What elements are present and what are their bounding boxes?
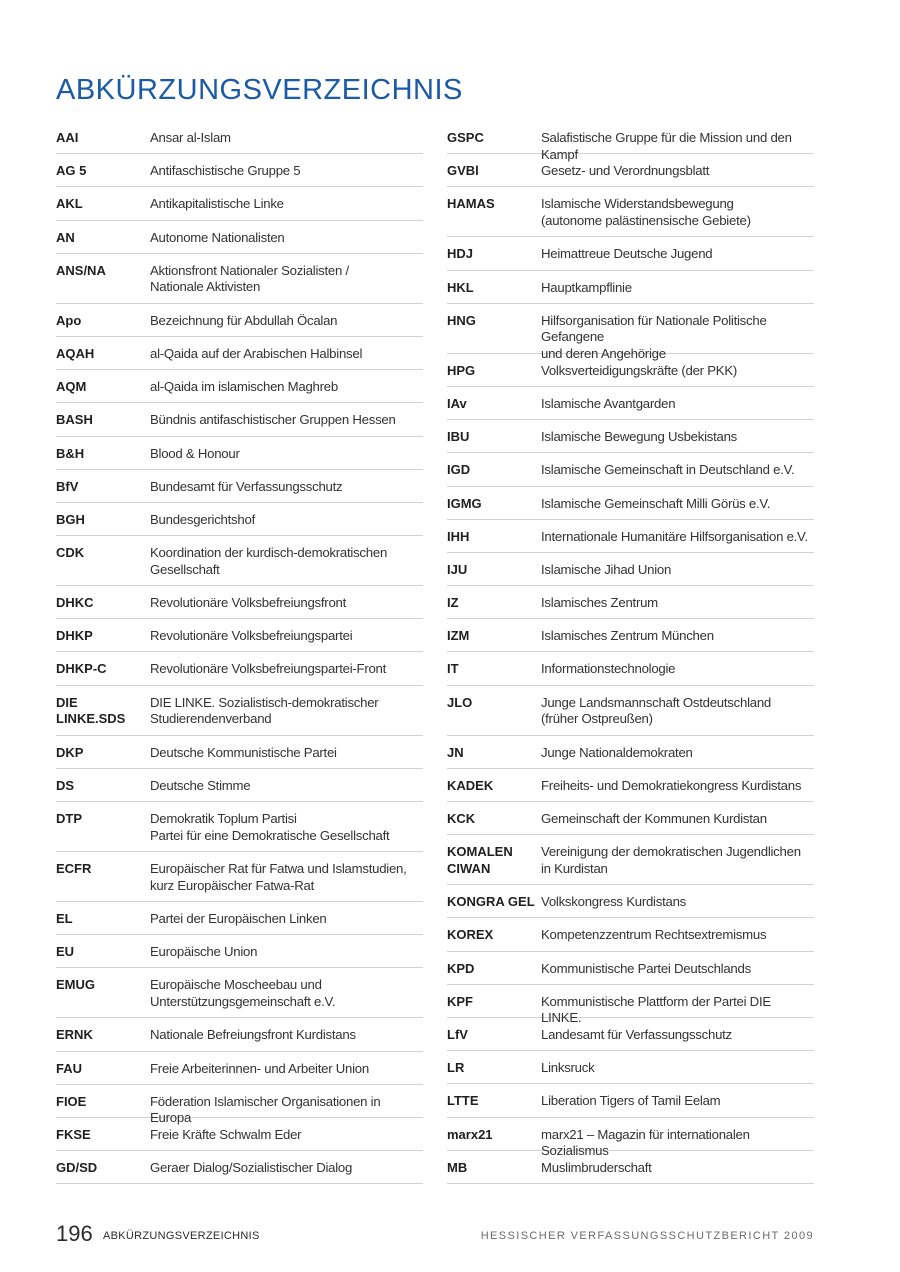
abbreviation: HAMAS xyxy=(447,196,495,212)
abbreviation-meaning: al-Qaida auf der Arabischen Halbinsel xyxy=(150,345,363,361)
abbreviation: EU xyxy=(56,944,75,960)
page-footer xyxy=(56,1221,814,1251)
abbreviation: AQM xyxy=(56,379,87,395)
list-item xyxy=(447,420,814,453)
list-item xyxy=(56,852,423,902)
list-item xyxy=(56,470,423,503)
list-item xyxy=(447,985,814,1026)
abbreviation-meaning: Linksruck xyxy=(541,1060,595,1076)
list-item xyxy=(447,387,814,420)
abbreviation-meaning: al-Qaida im islamischen Maghreb xyxy=(150,379,338,395)
abbreviation-meaning: Junge Landsmannschaft Ostdeutschland (früher Ostpreußen) xyxy=(541,694,771,727)
abbreviation-meaning: Islamische Bewegung Usbekistans xyxy=(541,429,738,445)
abbreviation-meaning: Hauptkampflinie xyxy=(541,279,632,295)
abbreviation-list-left xyxy=(56,121,423,1184)
abbreviation: KPD xyxy=(447,960,475,976)
page-title: ABKÜRZUNGSVERZEICHNIS xyxy=(56,74,463,106)
abbreviation-meaning: Revolutionäre Volksbefreiungsfront xyxy=(150,595,347,611)
abbreviation-meaning: Kompetenzzentrum Rechtsextremismus xyxy=(541,927,767,943)
abbreviation: ERNK xyxy=(56,1027,93,1043)
abbreviation-meaning: Volkskongress Kurdistans xyxy=(541,894,686,910)
list-item xyxy=(447,736,814,769)
list-item xyxy=(56,1052,423,1085)
page-number: 196 xyxy=(56,1221,93,1246)
abbreviation-meaning: Heimattreue Deutsche Jugend xyxy=(541,246,713,262)
abbreviation: CDK xyxy=(56,545,85,561)
abbreviation-meaning: Föderation Islamischer Organisationen in Europa xyxy=(150,1093,381,1126)
abbreviation-meaning: Gemeinschaft der Kommunen Kurdistan xyxy=(541,811,767,826)
abbreviation: HNG xyxy=(447,312,476,328)
abbreviation-meaning: Geraer Dialog/Sozialistischer Dialog xyxy=(150,1160,353,1176)
list-item xyxy=(447,885,814,918)
abbreviation: Apo xyxy=(56,312,82,328)
list-item xyxy=(56,802,423,852)
abbreviation: DS xyxy=(56,777,75,793)
abbreviation: IZM xyxy=(447,628,470,644)
abbreviation-meaning: Volksverteidigungskräfte (der PKK) xyxy=(541,362,738,378)
list-item xyxy=(447,1118,814,1158)
list-item xyxy=(56,736,423,769)
abbreviation: HDJ xyxy=(447,246,474,262)
abbreviation: DKP xyxy=(56,744,84,760)
list-item xyxy=(447,304,814,361)
abbreviation-meaning: Islamische Gemeinschaft in Deutschland e.V. xyxy=(541,462,795,478)
list-item xyxy=(447,835,814,885)
abbreviation: KOMALEN CIWAN xyxy=(447,844,513,876)
list-item xyxy=(447,802,814,835)
list-item xyxy=(56,254,423,304)
abbreviation: DIE LINKE.SDS xyxy=(56,694,126,727)
abbreviation-meaning: Deutsche Kommunistische Partei xyxy=(150,744,337,760)
abbreviation: KPF xyxy=(447,993,473,1009)
abbreviation: IGD xyxy=(447,462,471,478)
abbreviation-meaning: Informationstechnologie xyxy=(541,661,676,677)
list-item xyxy=(447,1051,814,1084)
abbreviation-meaning: Bundesgerichtshof xyxy=(150,511,255,527)
list-item xyxy=(56,935,423,968)
list-item xyxy=(447,553,814,586)
list-item xyxy=(56,370,423,403)
abbreviation: FKSE xyxy=(56,1126,91,1142)
list-item xyxy=(447,187,814,237)
list-item xyxy=(56,121,423,154)
abbreviation-meaning: Muslimbruderschaft xyxy=(541,1159,652,1175)
abbreviation-list-right xyxy=(447,121,814,1184)
abbreviation: DTP xyxy=(56,811,82,826)
abbreviation-meaning: Liberation Tigers of Tamil Eelam xyxy=(541,1093,721,1109)
list-item xyxy=(56,902,423,935)
abbreviation-meaning: Partei der Europäischen Linken xyxy=(150,911,327,926)
list-item xyxy=(447,453,814,486)
abbreviation-meaning: Europäischer Rat für Fatwa und Islamstudien, kurz Europäischer Fatwa-Rat xyxy=(150,861,407,893)
abbreviation-meaning: Autonome Nationalisten xyxy=(150,229,285,245)
abbreviation-meaning: Blood & Honour xyxy=(150,445,240,461)
abbreviation-meaning: Internationale Humanitäre Hilfsorganisation e.V. xyxy=(541,528,808,544)
abbreviation-meaning: Koordination der kurdisch-demokratischen Gesellschaft xyxy=(150,545,388,577)
abbreviation: EMUG xyxy=(56,977,95,993)
list-item xyxy=(447,619,814,652)
abbreviation: B&H xyxy=(56,445,85,461)
abbreviation: IAv xyxy=(447,395,467,411)
list-item xyxy=(56,221,423,254)
abbreviation: KADEK xyxy=(447,777,494,793)
abbreviation-meaning: Islamische Avantgarden xyxy=(541,395,676,411)
list-item xyxy=(447,237,814,270)
abbreviation: FAU xyxy=(56,1060,82,1076)
abbreviation: IT xyxy=(447,661,459,677)
abbreviation: JN xyxy=(447,744,464,760)
list-item xyxy=(56,337,423,370)
list-item xyxy=(447,952,814,985)
abbreviation: DHKP xyxy=(56,628,93,644)
abbreviation: GSPC xyxy=(447,130,484,145)
abbreviation: IGMG xyxy=(447,495,482,511)
abbreviation: BGH xyxy=(56,511,85,527)
abbreviation-meaning: Europäische Union xyxy=(150,944,258,960)
abbreviation-meaning: Kommunistische Partei Deutschlands xyxy=(541,960,751,976)
abbreviation-meaning: Islamische Gemeinschaft Milli Görüs e.V. xyxy=(541,495,771,511)
list-item xyxy=(447,686,814,736)
abbreviation-meaning: Islamische Widerstandsbewegung (autonome palästinensische Gebiete) xyxy=(541,196,751,228)
list-item xyxy=(447,918,814,951)
abbreviation-meaning: Salafistische Gruppe für die Mission und den Kampf xyxy=(541,130,792,162)
list-item xyxy=(447,1084,814,1117)
list-item xyxy=(447,121,814,162)
abbreviation: EL xyxy=(56,911,73,926)
abbreviation: GD/SD xyxy=(56,1160,98,1176)
list-item xyxy=(56,304,423,337)
abbreviation-meaning: Deutsche Stimme xyxy=(150,777,251,793)
abbreviation-meaning: Gesetz- und Verordnungsblatt xyxy=(541,163,710,179)
abbreviation-meaning: Islamische Jihad Union xyxy=(541,561,672,577)
list-item xyxy=(56,503,423,536)
abbreviation-meaning: Ansar al-Islam xyxy=(150,130,231,145)
abbreviation-meaning: Revolutionäre Volksbefreiungspartei xyxy=(150,628,353,644)
abbreviation: DHKP-C xyxy=(56,661,107,677)
list-item xyxy=(56,686,423,736)
abbreviation-meaning: Landesamt für Verfassungsschutz xyxy=(541,1026,732,1042)
abbreviation: ECFR xyxy=(56,861,92,876)
abbreviation: KONGRA GEL xyxy=(447,894,535,910)
abbreviation-meaning: DIE LINKE. Sozialistisch-demokratischer Studierendenverband xyxy=(150,694,379,727)
footer-publication-title: HESSISCHER VERFASSUNGSSCHUTZBERICHT 2009 xyxy=(480,1230,814,1242)
abbreviation: LTTE xyxy=(447,1093,479,1109)
list-item xyxy=(56,586,423,619)
abbreviation: LR xyxy=(447,1060,465,1076)
abbreviation: HKL xyxy=(447,279,474,295)
list-item xyxy=(447,652,814,685)
abbreviation: AN xyxy=(56,229,75,245)
list-item xyxy=(447,271,814,304)
list-item xyxy=(56,1085,423,1126)
list-item xyxy=(447,769,814,802)
abbreviation-meaning: Nationale Befreiungsfront Kurdistans xyxy=(150,1027,356,1043)
abbreviation-meaning: Kommunistische Plattform der Partei DIE LINKE. xyxy=(541,993,771,1026)
list-item xyxy=(56,619,423,652)
abbreviation-meaning: Junge Nationaldemokraten xyxy=(541,744,693,760)
abbreviation: KOREX xyxy=(447,927,494,943)
abbreviation: LfV xyxy=(447,1026,468,1042)
abbreviation: AAI xyxy=(56,130,79,145)
list-item xyxy=(56,403,423,436)
abbreviation-meaning: Bezeichnung für Abdullah Öcalan xyxy=(150,312,338,328)
abbreviation: HPG xyxy=(447,362,476,378)
list-item xyxy=(56,652,423,685)
abbreviation-meaning: Freie Arbeiterinnen- und Arbeiter Union xyxy=(150,1060,369,1076)
list-item xyxy=(447,520,814,553)
abbreviation: FIOE xyxy=(56,1093,87,1109)
abbreviation-meaning: Vereinigung der demokratischen Jugendlichen in Kurdistan xyxy=(541,844,801,876)
abbreviation: AKL xyxy=(56,196,83,212)
abbreviation: IBU xyxy=(447,429,470,445)
abbreviation-meaning: Islamisches Zentrum München xyxy=(541,628,714,644)
abbreviation: IZ xyxy=(447,595,459,611)
abbreviation: IJU xyxy=(447,561,468,577)
abbreviation-meaning: Aktionsfront Nationaler Sozialisten / Nationale Aktivisten xyxy=(150,262,349,295)
abbreviation-meaning: Bündnis antifaschistischer Gruppen Hessen xyxy=(150,412,396,428)
abbreviation: KCK xyxy=(447,811,476,826)
footer-section-title: ABKÜRZUNGSVERZEICHNIS xyxy=(103,1230,260,1242)
abbreviation: marx21 xyxy=(447,1126,493,1142)
list-item xyxy=(56,1018,423,1051)
list-item xyxy=(56,187,423,220)
list-item xyxy=(56,154,423,187)
abbreviation-meaning: Antikapitalistische Linke xyxy=(150,196,284,212)
abbreviation: ANS/NA xyxy=(56,262,106,278)
list-item xyxy=(447,586,814,619)
abbreviation-meaning: Demokratik Toplum Partisi Partei für eine Demokratische Gesellschaft xyxy=(150,811,390,843)
list-item xyxy=(56,437,423,470)
list-item xyxy=(56,769,423,802)
abbreviation: GVBl xyxy=(447,163,479,179)
abbreviation: IHH xyxy=(447,528,470,544)
abbreviation: DHKC xyxy=(56,595,94,611)
abbreviation-meaning: Islamisches Zentrum xyxy=(541,595,658,611)
list-item xyxy=(56,536,423,586)
abbreviation: BASH xyxy=(56,412,93,428)
abbreviation-meaning: Freie Kräfte Schwalm Eder xyxy=(150,1126,302,1142)
list-item xyxy=(56,1151,423,1184)
list-item xyxy=(56,968,423,1018)
abbreviation: JLO xyxy=(447,694,473,710)
abbreviation: MB xyxy=(447,1159,468,1175)
abbreviation-meaning: Antifaschistische Gruppe 5 xyxy=(150,163,301,179)
abbreviation: BfV xyxy=(56,478,79,494)
abbreviation: AG 5 xyxy=(56,163,87,179)
abbreviation-meaning: marx21 – Magazin für internationalen Sozialismus xyxy=(541,1126,750,1158)
abbreviation-meaning: Freiheits- und Demokratiekongress Kurdistans xyxy=(541,777,802,793)
abbreviation-meaning: Bundesamt für Verfassungsschutz xyxy=(150,478,343,494)
list-item xyxy=(447,487,814,520)
abbreviation-meaning: Revolutionäre Volksbefreiungspartei-Front xyxy=(150,661,387,677)
abbreviation-meaning: Hilfsorganisation für Nationale Politische Gefangene und deren Angehörige xyxy=(541,312,767,361)
abbreviation: AQAH xyxy=(56,345,95,361)
abbreviation-meaning: Europäische Moscheebau und Unterstützungsgemeinschaft e.V. xyxy=(150,977,336,1009)
